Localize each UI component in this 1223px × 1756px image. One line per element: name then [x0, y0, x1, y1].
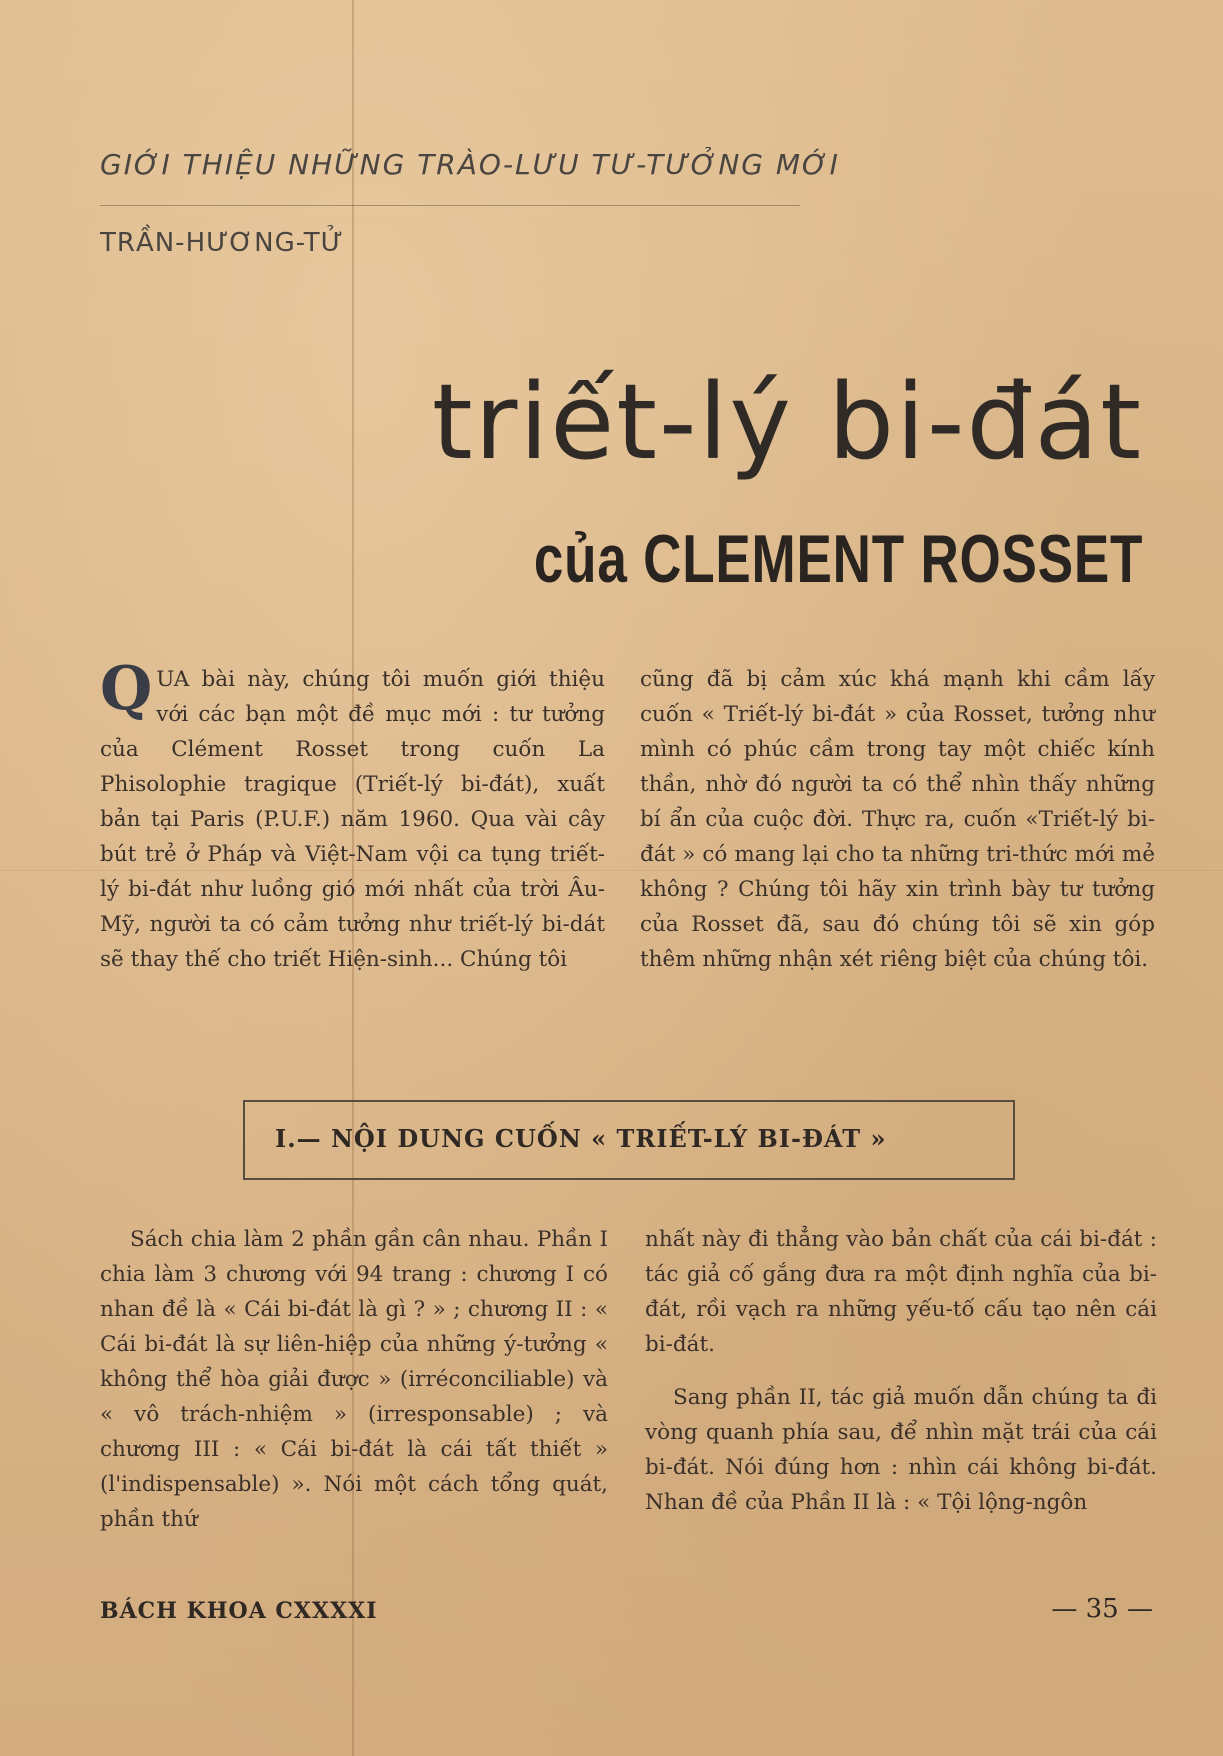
box-top-rule: [245, 1100, 1013, 1102]
intro-right-text: cũng đã bị cảm xúc khá mạnh khi cầm lấy cuốn « Triết-lý bi-đát » của Rosset, tưởng như mình có phúc cầm trong tay một chiếc kính thần, nhờ đó người ta có thể nhìn thấy những bí ẩn của cuộc đời. Thực ra, cuốn «Triết-lý bi-đát » có mang lại cho ta những tri-thức mới mẻ không ? Chúng tôi hãy xin trình bày tư tưởng của Rosset đã, sau đó chúng tôi sẽ xin góp thêm những nhận xét riêng biệt của chúng tôi.: [640, 667, 1155, 972]
article-subtitle: của CLEMENT ROSSET: [533, 521, 1143, 597]
magazine-name: BÁCH KHOA CXXXXI: [100, 1598, 378, 1624]
section-heading-box: [243, 1100, 1015, 1180]
intro-column-right: [640, 662, 1155, 977]
page-number: — 35 —: [1051, 1594, 1153, 1624]
series-heading: GIỚI THIỆU NHỮNG TRÀO-LƯU TƯ-TƯỞNG MỚI: [100, 148, 840, 181]
body-right-paragraph-2: Sang phần II, tác giả muốn dẫn chúng ta đi vòng quanh phía sau, để nhìn mặt trái của cái bi-đát. Nói đúng hơn : nhìn cái không bi-đát. Nhan đề của Phần II là : « Tội lộng-ngôn: [645, 1385, 1157, 1515]
body-left-text: Sách chia làm 2 phần gần cân nhau. Phần I chia làm 3 chương với 94 trang : chương I có nhan đề là « Cái bi-đát là gì ? » ; chương II : « Cái bi-đát là sự liên-hiệp của những ý-tưởng « không thể hòa giải được » (irréconciliable) và « vô trách-nhiệm » (irresponsable) ; và chương III : « Cái bi-đát là cái tất thiết » (l'indispensable) ». Nói một cách tổng quát, phần thứ: [100, 1227, 608, 1532]
box-bottom-rule: [245, 1178, 1013, 1180]
article-title: triết-lý bi-đát: [431, 361, 1143, 483]
section-heading: I.— NỘI DUNG CUỐN « TRIẾT-LÝ BI-ĐÁT »: [275, 1124, 887, 1153]
body-column-right: [645, 1222, 1157, 1520]
intro-left-text: UA bài này, chúng tôi muốn giới thiệu với các bạn một đề mục mới : tư tưởng của Clément Rosset trong cuốn La Phisolophie tragique (Triết-lý bi-đát), xuất bản tại Paris (P.U.F.) năm 1960. Qua vài cây bút trẻ ở Pháp và Việt-Nam vội ca tụng triết-lý bi-đát như luồng gió mới nhất của trời Âu-Mỹ, người ta có cảm tưởng như triết-lý bi-dát sẽ thay thế cho triết Hiện-sinh... Chúng tôi: [100, 667, 605, 972]
body-column-left: [100, 1222, 608, 1537]
drop-cap: Q: [100, 654, 153, 724]
intro-column-left: [100, 654, 605, 977]
body-right-paragraph-1: nhất này đi thẳng vào bản chất của cái bi-đát : tác giả cố gắng đưa ra một định nghĩa của bi-đát, rồi vạch ra những yếu-tố cấu tạo nên cái bi-đát.: [645, 1227, 1157, 1357]
series-divider: [100, 205, 800, 206]
author-name: TRẦN-HƯƠNG-TỬ: [100, 228, 344, 258]
